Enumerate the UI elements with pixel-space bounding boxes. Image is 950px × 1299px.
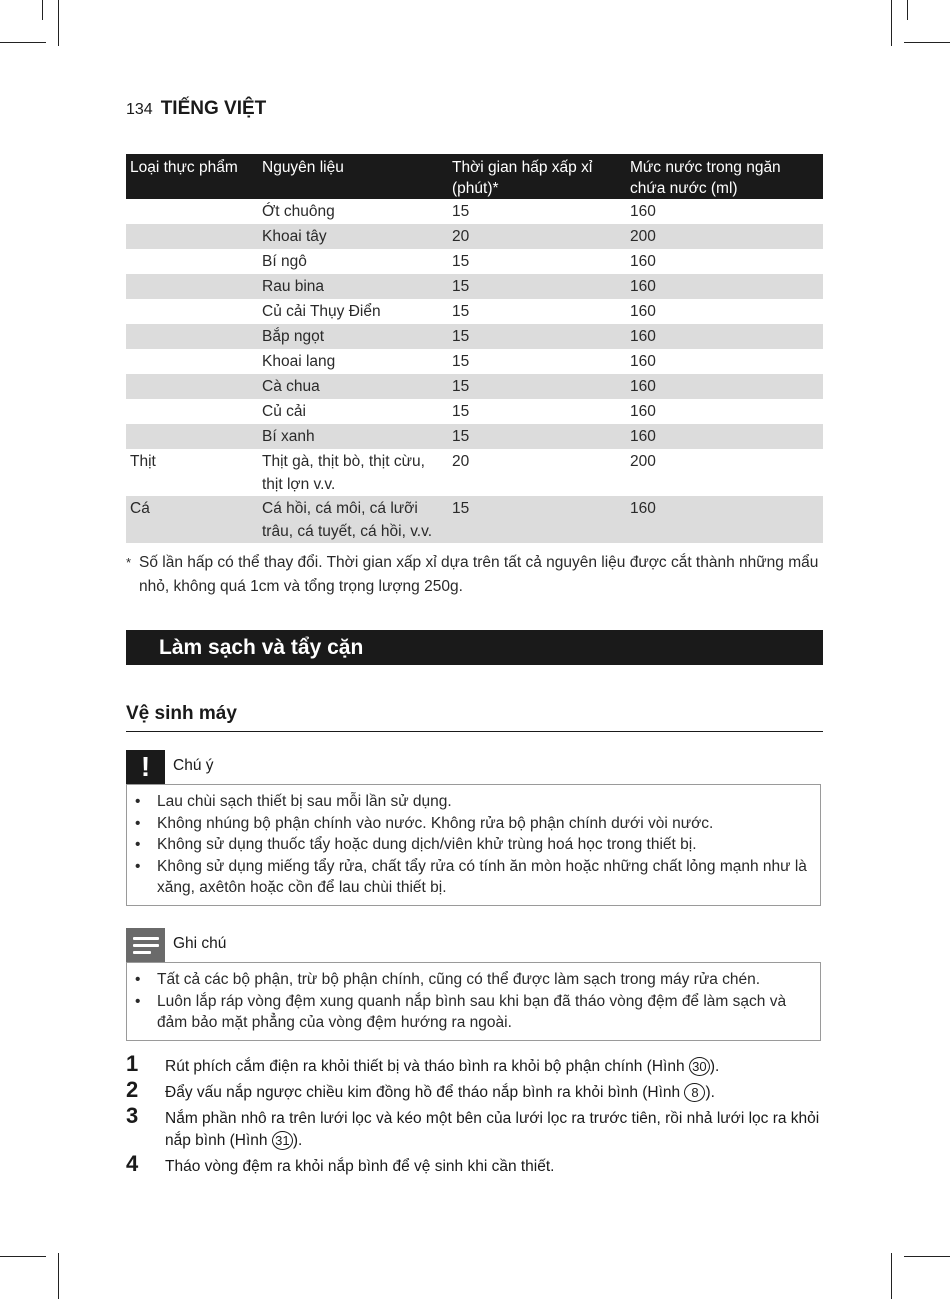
figure-reference: 8 <box>684 1083 705 1102</box>
table-cell: 20 <box>448 224 626 249</box>
table-cell: 20 <box>452 453 470 470</box>
table-row <box>126 399 823 424</box>
table-cell: 160 <box>630 253 656 270</box>
step-text-end: ). <box>292 1132 303 1149</box>
step-item <box>126 1077 823 1104</box>
table-cell: Bí ngô <box>262 253 307 270</box>
table-cell: 160 <box>630 403 656 420</box>
table-row <box>126 349 823 374</box>
step-text-end: ). <box>709 1058 720 1075</box>
table-cell: 15 <box>448 274 626 299</box>
step-item <box>126 1151 823 1178</box>
table-cell: Củ cải Thụy Điển <box>262 303 381 320</box>
table-cell: 160 <box>626 424 823 449</box>
table-cell: 15 <box>452 203 470 220</box>
step-text-end: ). <box>705 1084 715 1101</box>
section-title-bar <box>126 630 823 665</box>
table-cell: 15 <box>452 303 470 320</box>
language-title: TIẾNG VIỆT <box>160 98 267 119</box>
footnote-marker: * <box>126 555 132 570</box>
table-cell: Thịt gà, thịt bò, thịt cừu, thịt lợn v.v. <box>262 453 425 493</box>
table-cell <box>126 199 258 224</box>
table-cell: Cà chua <box>258 374 448 399</box>
table-cell: 15 <box>452 253 470 270</box>
table-cell: 160 <box>626 324 823 349</box>
page-header <box>126 98 266 120</box>
table-cell: Cá hồi, cá môi, cá lưỡi trâu, cá tuyết, cá hồi, v.v. <box>258 496 448 543</box>
table-header-row <box>126 154 823 199</box>
list-item: • Không nhúng bộ phận chính vào nước. Không rửa bộ phận chính dưới vòi nước. <box>127 813 810 835</box>
table-row <box>126 249 823 274</box>
list-item: • Không sử dụng thuốc tẩy hoặc dung dịch/viên khử trùng hoá học trong thiết bị. <box>127 834 810 856</box>
table-cell: 15 <box>448 324 626 349</box>
table-cell: 15 <box>448 496 626 543</box>
figure-reference: 30 <box>689 1057 710 1076</box>
column-header: Thời gian hấp xấp xỉ (phút)* <box>448 154 626 199</box>
table-row <box>126 374 823 399</box>
note-label: Ghi chú <box>173 935 227 952</box>
step-number: 2 <box>126 1077 139 1102</box>
table-cell: 160 <box>630 203 656 220</box>
caution-box <box>126 784 821 906</box>
footnote-text: Số lần hấp có thể thay đổi. Thời gian xấp xỉ dựa trên tất cả nguyên liệu được cắt thành những mẩu nhỏ, không quá 1cm và tổng trọng lượng 250g. <box>139 554 819 595</box>
table-cell: Củ cải <box>262 403 306 420</box>
table-cell: Cá <box>126 496 258 543</box>
table-row <box>126 274 823 299</box>
table-row <box>126 324 823 349</box>
column-header: Nguyên liệu <box>258 154 448 199</box>
table-cell <box>126 374 258 399</box>
step-number: 1 <box>126 1051 139 1076</box>
step-number: 3 <box>126 1103 139 1128</box>
table-cell <box>126 424 258 449</box>
table-row <box>126 299 823 324</box>
column-header: Mức nước trong ngăn chứa nước (ml) <box>626 154 823 199</box>
table-cell <box>126 399 258 424</box>
table-cell: Rau bina <box>258 274 448 299</box>
note-header <box>126 928 823 962</box>
section-title: Làm sạch và tẩy cặn <box>159 636 364 659</box>
table-cell: Khoai tây <box>258 224 448 249</box>
table-cell: 15 <box>452 403 470 420</box>
step-text: Tháo vòng đệm ra khỏi nắp bình để vệ sinh khi cần thiết. <box>165 1158 555 1175</box>
table-cell <box>126 274 258 299</box>
column-header: Loại thực phẩm <box>126 154 258 199</box>
table-cell <box>126 249 258 274</box>
table-cell: 160 <box>626 274 823 299</box>
figure-reference: 31 <box>272 1131 293 1150</box>
caution-label: Chú ý <box>173 757 214 774</box>
step-text: Nắm phần nhô ra trên lưới lọc và kéo một bên của lưới lọc ra trước tiên, rồi nhả lưới lọc ra khỏi nắp bình (Hình <box>165 1110 820 1149</box>
table-cell: Thịt <box>130 453 156 470</box>
table-cell: Bí xanh <box>258 424 448 449</box>
table-cell: 15 <box>452 353 470 370</box>
table-cell: Khoai lang <box>262 353 336 370</box>
table-cell: 160 <box>630 353 656 370</box>
table-cell <box>126 324 258 349</box>
table-cell: 200 <box>630 453 656 470</box>
list-item: • Tất cả các bộ phận, trừ bộ phận chính, cũng có thể được làm sạch trong máy rửa chén. <box>127 969 810 991</box>
steaming-table <box>126 154 823 543</box>
page-number: 134 <box>126 101 153 118</box>
step-text: Đẩy vấu nắp ngược chiều kim đồng hồ để tháo nắp bình ra khỏi bình (Hình <box>165 1084 685 1101</box>
list-item: • Không sử dụng miếng tẩy rửa, chất tẩy rửa có tính ăn mòn hoặc những chất lỏng mạnh như là xăng, axêtôn hoặc cồn để lau chùi thiết bị. <box>127 856 810 899</box>
table-cell <box>126 299 258 324</box>
list-item: • Luôn lắp ráp vòng đệm xung quanh nắp bình sau khi bạn đã tháo vòng đệm để làm sạch và đảm bảo mặt phẳng của vòng đệm hướng ra ngoài. <box>127 991 810 1034</box>
table-row <box>126 199 823 224</box>
step-item <box>126 1051 823 1078</box>
exclamation-icon: ! <box>126 750 165 784</box>
caution-header <box>126 750 823 784</box>
table-cell: 160 <box>630 303 656 320</box>
table-cell: 160 <box>626 496 823 543</box>
footnote <box>126 551 826 599</box>
note-icon <box>126 928 165 962</box>
table-cell <box>126 349 258 374</box>
table-row <box>126 496 823 543</box>
table-row <box>126 224 823 249</box>
list-item: • Lau chùi sạch thiết bị sau mỗi lần sử dụng. <box>127 791 810 813</box>
table-cell: 160 <box>626 374 823 399</box>
table-cell <box>126 224 258 249</box>
table-row <box>126 424 823 449</box>
table-row <box>126 449 823 496</box>
note-box <box>126 962 821 1041</box>
table-cell: 200 <box>626 224 823 249</box>
step-text: Rút phích cắm điện ra khỏi thiết bị và tháo bình ra khỏi bộ phận chính (Hình <box>165 1058 689 1075</box>
step-number: 4 <box>126 1151 139 1176</box>
table-cell: Ớt chuông <box>262 203 335 220</box>
subsection-title: Vệ sinh máy <box>126 703 823 732</box>
step-item <box>126 1103 823 1152</box>
step-list <box>126 1051 823 1182</box>
table-cell: Bắp ngọt <box>258 324 448 349</box>
table-cell: 15 <box>448 374 626 399</box>
table-cell: 15 <box>448 424 626 449</box>
